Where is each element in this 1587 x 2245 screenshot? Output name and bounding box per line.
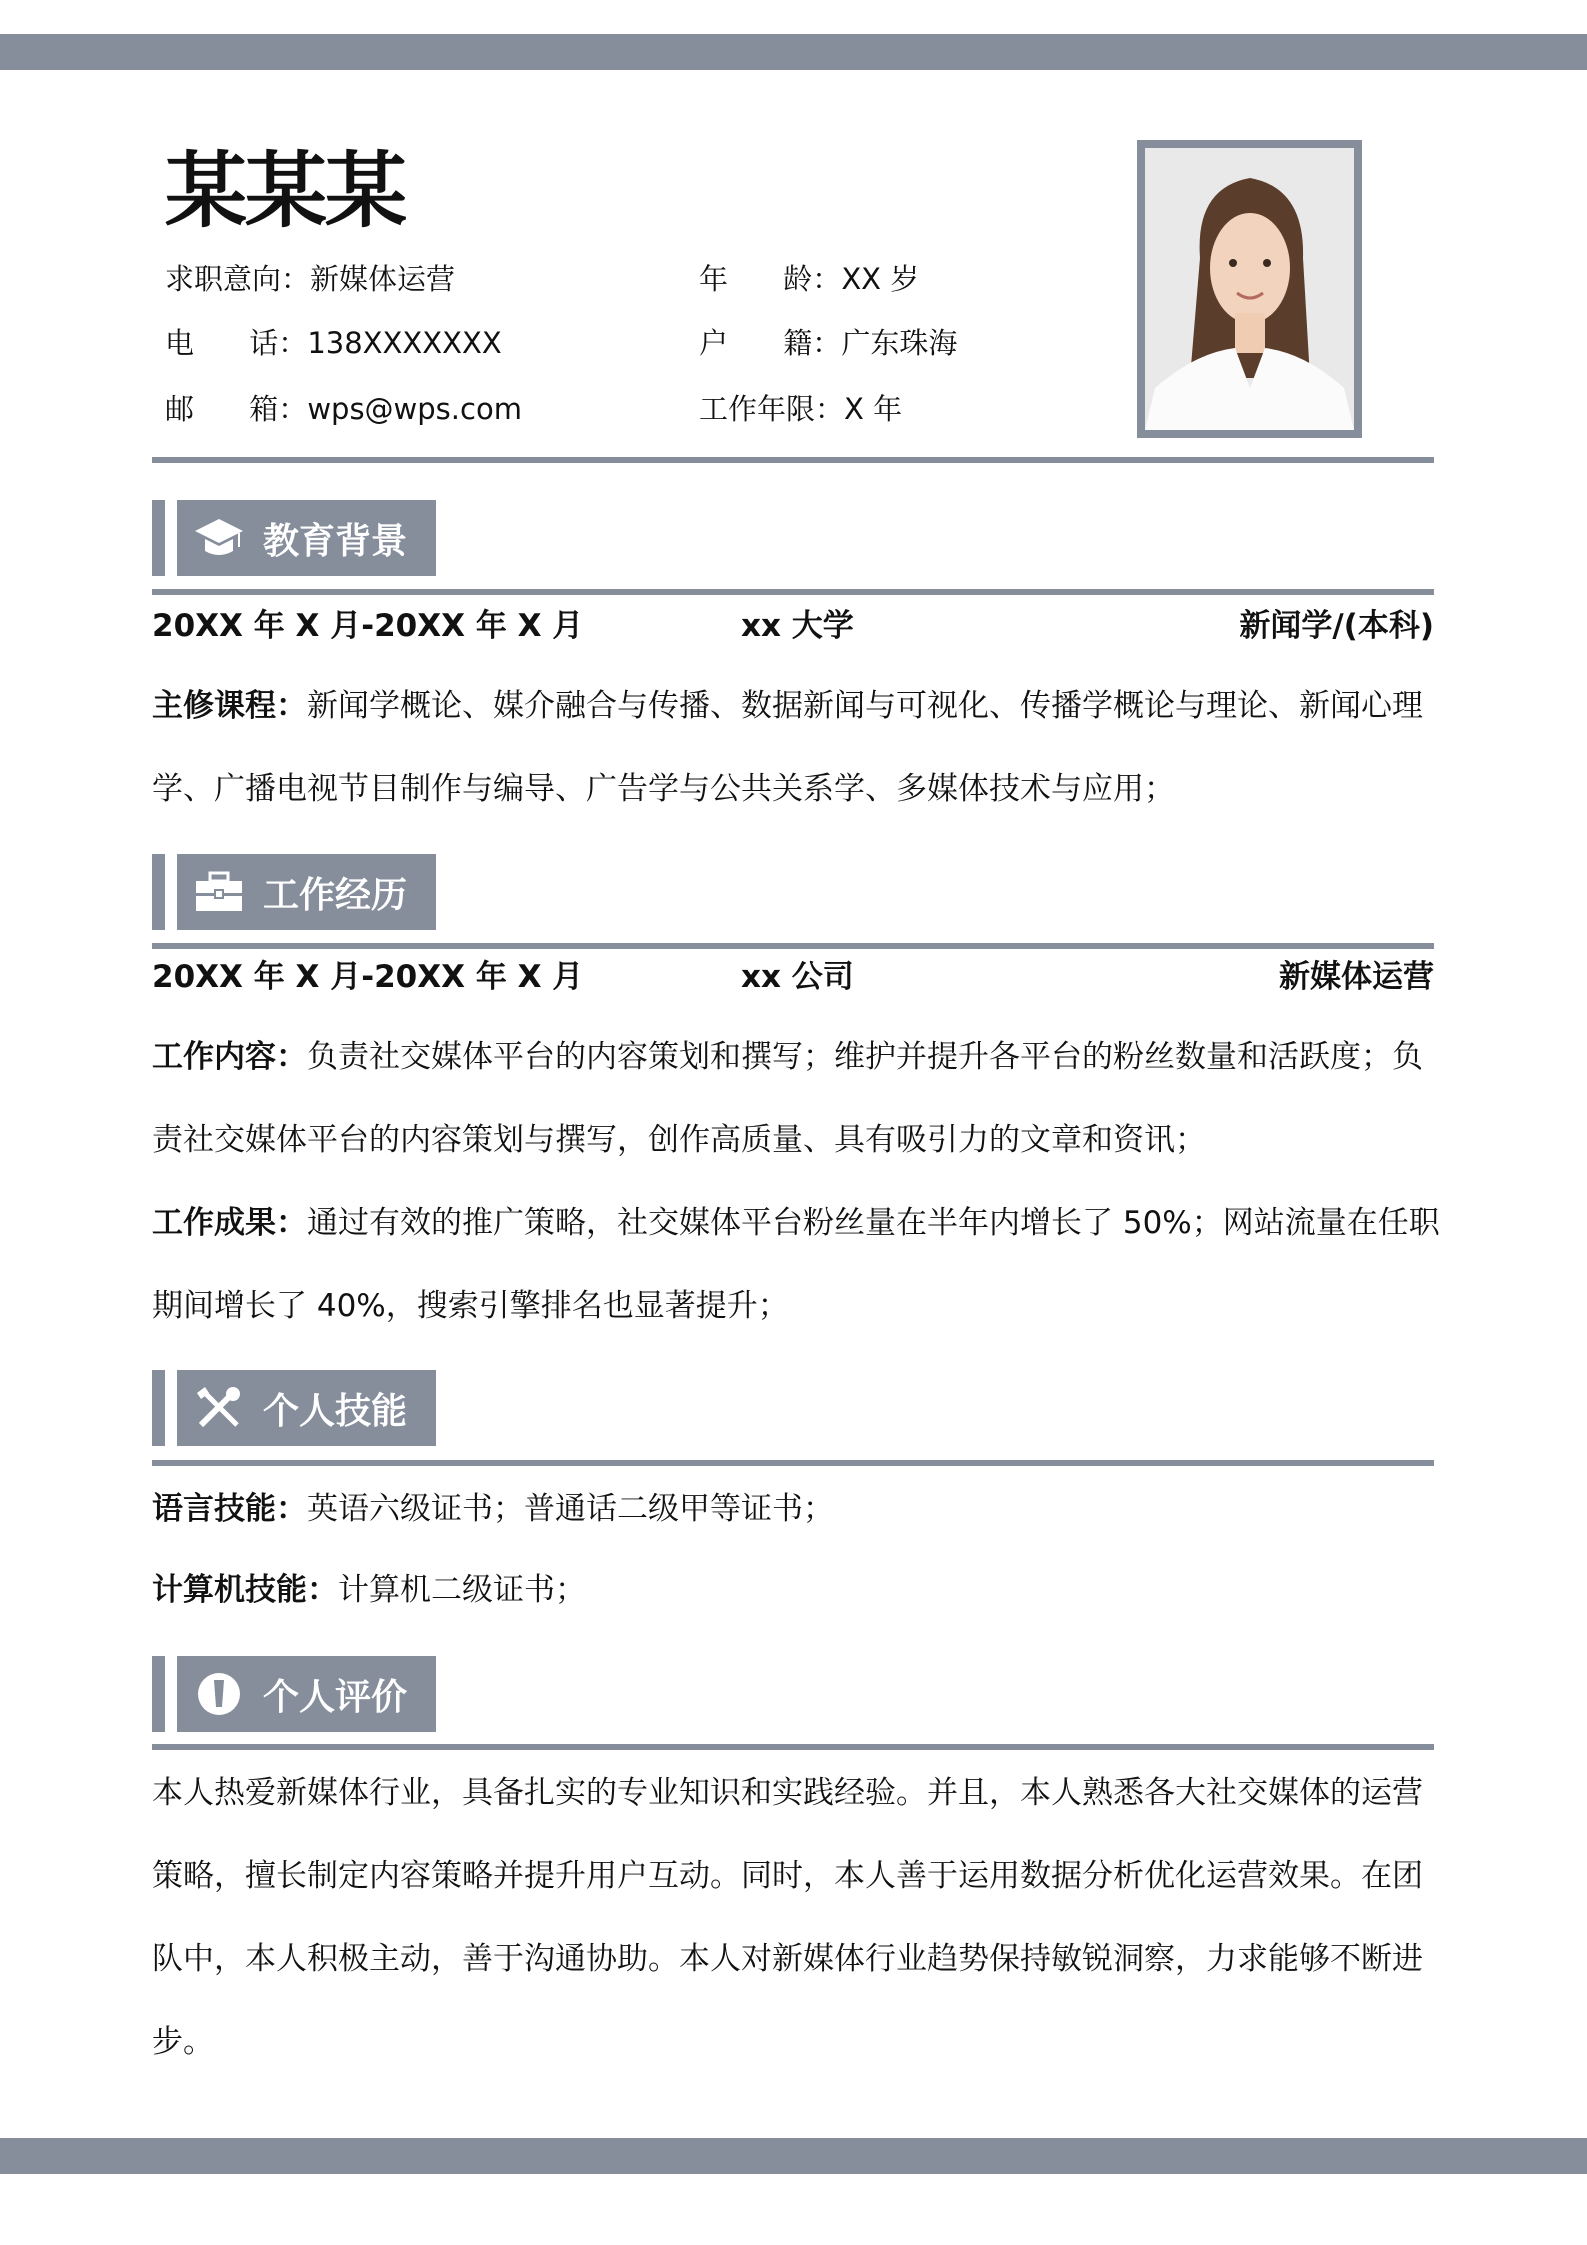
section-divider (152, 589, 1434, 595)
education-major: 新闻学/(本科) (1239, 608, 1434, 644)
info-value: X 年 (844, 392, 903, 426)
evaluation-text: 本人热爱新媒体行业，具备扎实的专业知识和实践经验。并且，本人熟悉各大社交媒体的运营策略，擅长制定内容策略并提升用户互动。同时，本人善于运用数据分析优化运营效果。在团队中，本人积极主动，善于沟通协助。本人对新媒体行业趋势保持敏锐洞察，力求能够不断进步。 (152, 1775, 1423, 2060)
tools-icon (193, 1385, 245, 1431)
skills-language (152, 1468, 1442, 1551)
info-label: 户 籍： (699, 326, 842, 360)
education-courses (152, 665, 1442, 831)
section-title: 个人技能 (263, 1390, 408, 1432)
education-school: xx 大学 (741, 608, 854, 644)
info-label: 电 话： (165, 326, 308, 360)
computer-text: 计算机二级证书； (338, 1572, 586, 1608)
candidate-name: 某某某 (165, 144, 406, 239)
courses-label: 主修课程： (152, 688, 307, 724)
info-age (699, 259, 919, 299)
section-header-work (152, 854, 442, 930)
info-value: 新媒体运营 (310, 262, 456, 296)
info-value: 138XXXXXXX (307, 326, 502, 360)
education-period: 20XX 年 X 月-20XX 年 X 月 (152, 608, 584, 644)
section-divider (152, 943, 1434, 949)
section-title: 个人评价 (263, 1676, 408, 1718)
briefcase-icon (193, 869, 245, 915)
info-value: 广东珠海 (841, 326, 958, 360)
profile-photo (1137, 140, 1362, 438)
top-bar (0, 34, 1587, 70)
section-title: 教育背景 (263, 520, 408, 562)
section-accent (152, 854, 165, 930)
section-accent (152, 1370, 165, 1446)
result-text: 通过有效的推广策略，社交媒体平台粉丝量在半年内增长了 50%；网站流量在任职期间增长了 40%，搜索引擎排名也显著提升； (152, 1205, 1440, 1324)
language-text: 英语六级证书；普通话二级甲等证书； (307, 1491, 834, 1527)
info-icon (193, 1671, 245, 1717)
section-divider (152, 1460, 1434, 1466)
section-header-evaluation (152, 1656, 442, 1732)
content-label: 工作内容： (152, 1039, 307, 1075)
info-value: XX 岁 (841, 262, 920, 296)
work-period: 20XX 年 X 月-20XX 年 X 月 (152, 959, 584, 995)
work-content (152, 1016, 1442, 1182)
work-position: 新媒体运营 (1279, 959, 1434, 995)
skills-computer (152, 1549, 1442, 1632)
section-header-skills (152, 1370, 442, 1446)
info-value: wps@wps.com (307, 392, 522, 426)
computer-label: 计算机技能： (152, 1572, 338, 1608)
work-company: xx 公司 (741, 959, 854, 995)
bottom-bar (0, 2138, 1587, 2174)
section-accent (152, 1656, 165, 1732)
section-title: 工作经历 (263, 874, 408, 916)
header-divider (152, 457, 1434, 463)
work-result (152, 1182, 1442, 1348)
info-label: 求职意向： (165, 262, 311, 296)
info-job-intention (165, 259, 455, 299)
courses-text: 新闻学概论、媒介融合与传播、数据新闻与可视化、传播学概论与理论、新闻心理学、广播电视节目制作与编导、广告学与公共关系学、多媒体技术与应用； (152, 688, 1423, 807)
info-phone (165, 323, 502, 363)
info-hometown (699, 323, 957, 363)
result-label: 工作成果： (152, 1205, 307, 1241)
graduation-cap-icon (193, 515, 245, 561)
info-label: 工作年限： (699, 392, 845, 426)
info-label: 邮 箱： (165, 392, 308, 426)
section-header-education (152, 500, 442, 576)
section-divider (152, 1744, 1434, 1750)
language-label: 语言技能： (152, 1491, 307, 1527)
info-label: 年 龄： (699, 262, 842, 296)
info-email (165, 389, 522, 429)
info-work-years (699, 389, 902, 429)
content-text: 负责社交媒体平台的内容策划和撰写；维护并提升各平台的粉丝数量和活跃度；负责社交媒体平台的内容策划与撰写，创作高质量、具有吸引力的文章和资讯； (152, 1039, 1423, 1158)
section-accent (152, 500, 165, 576)
